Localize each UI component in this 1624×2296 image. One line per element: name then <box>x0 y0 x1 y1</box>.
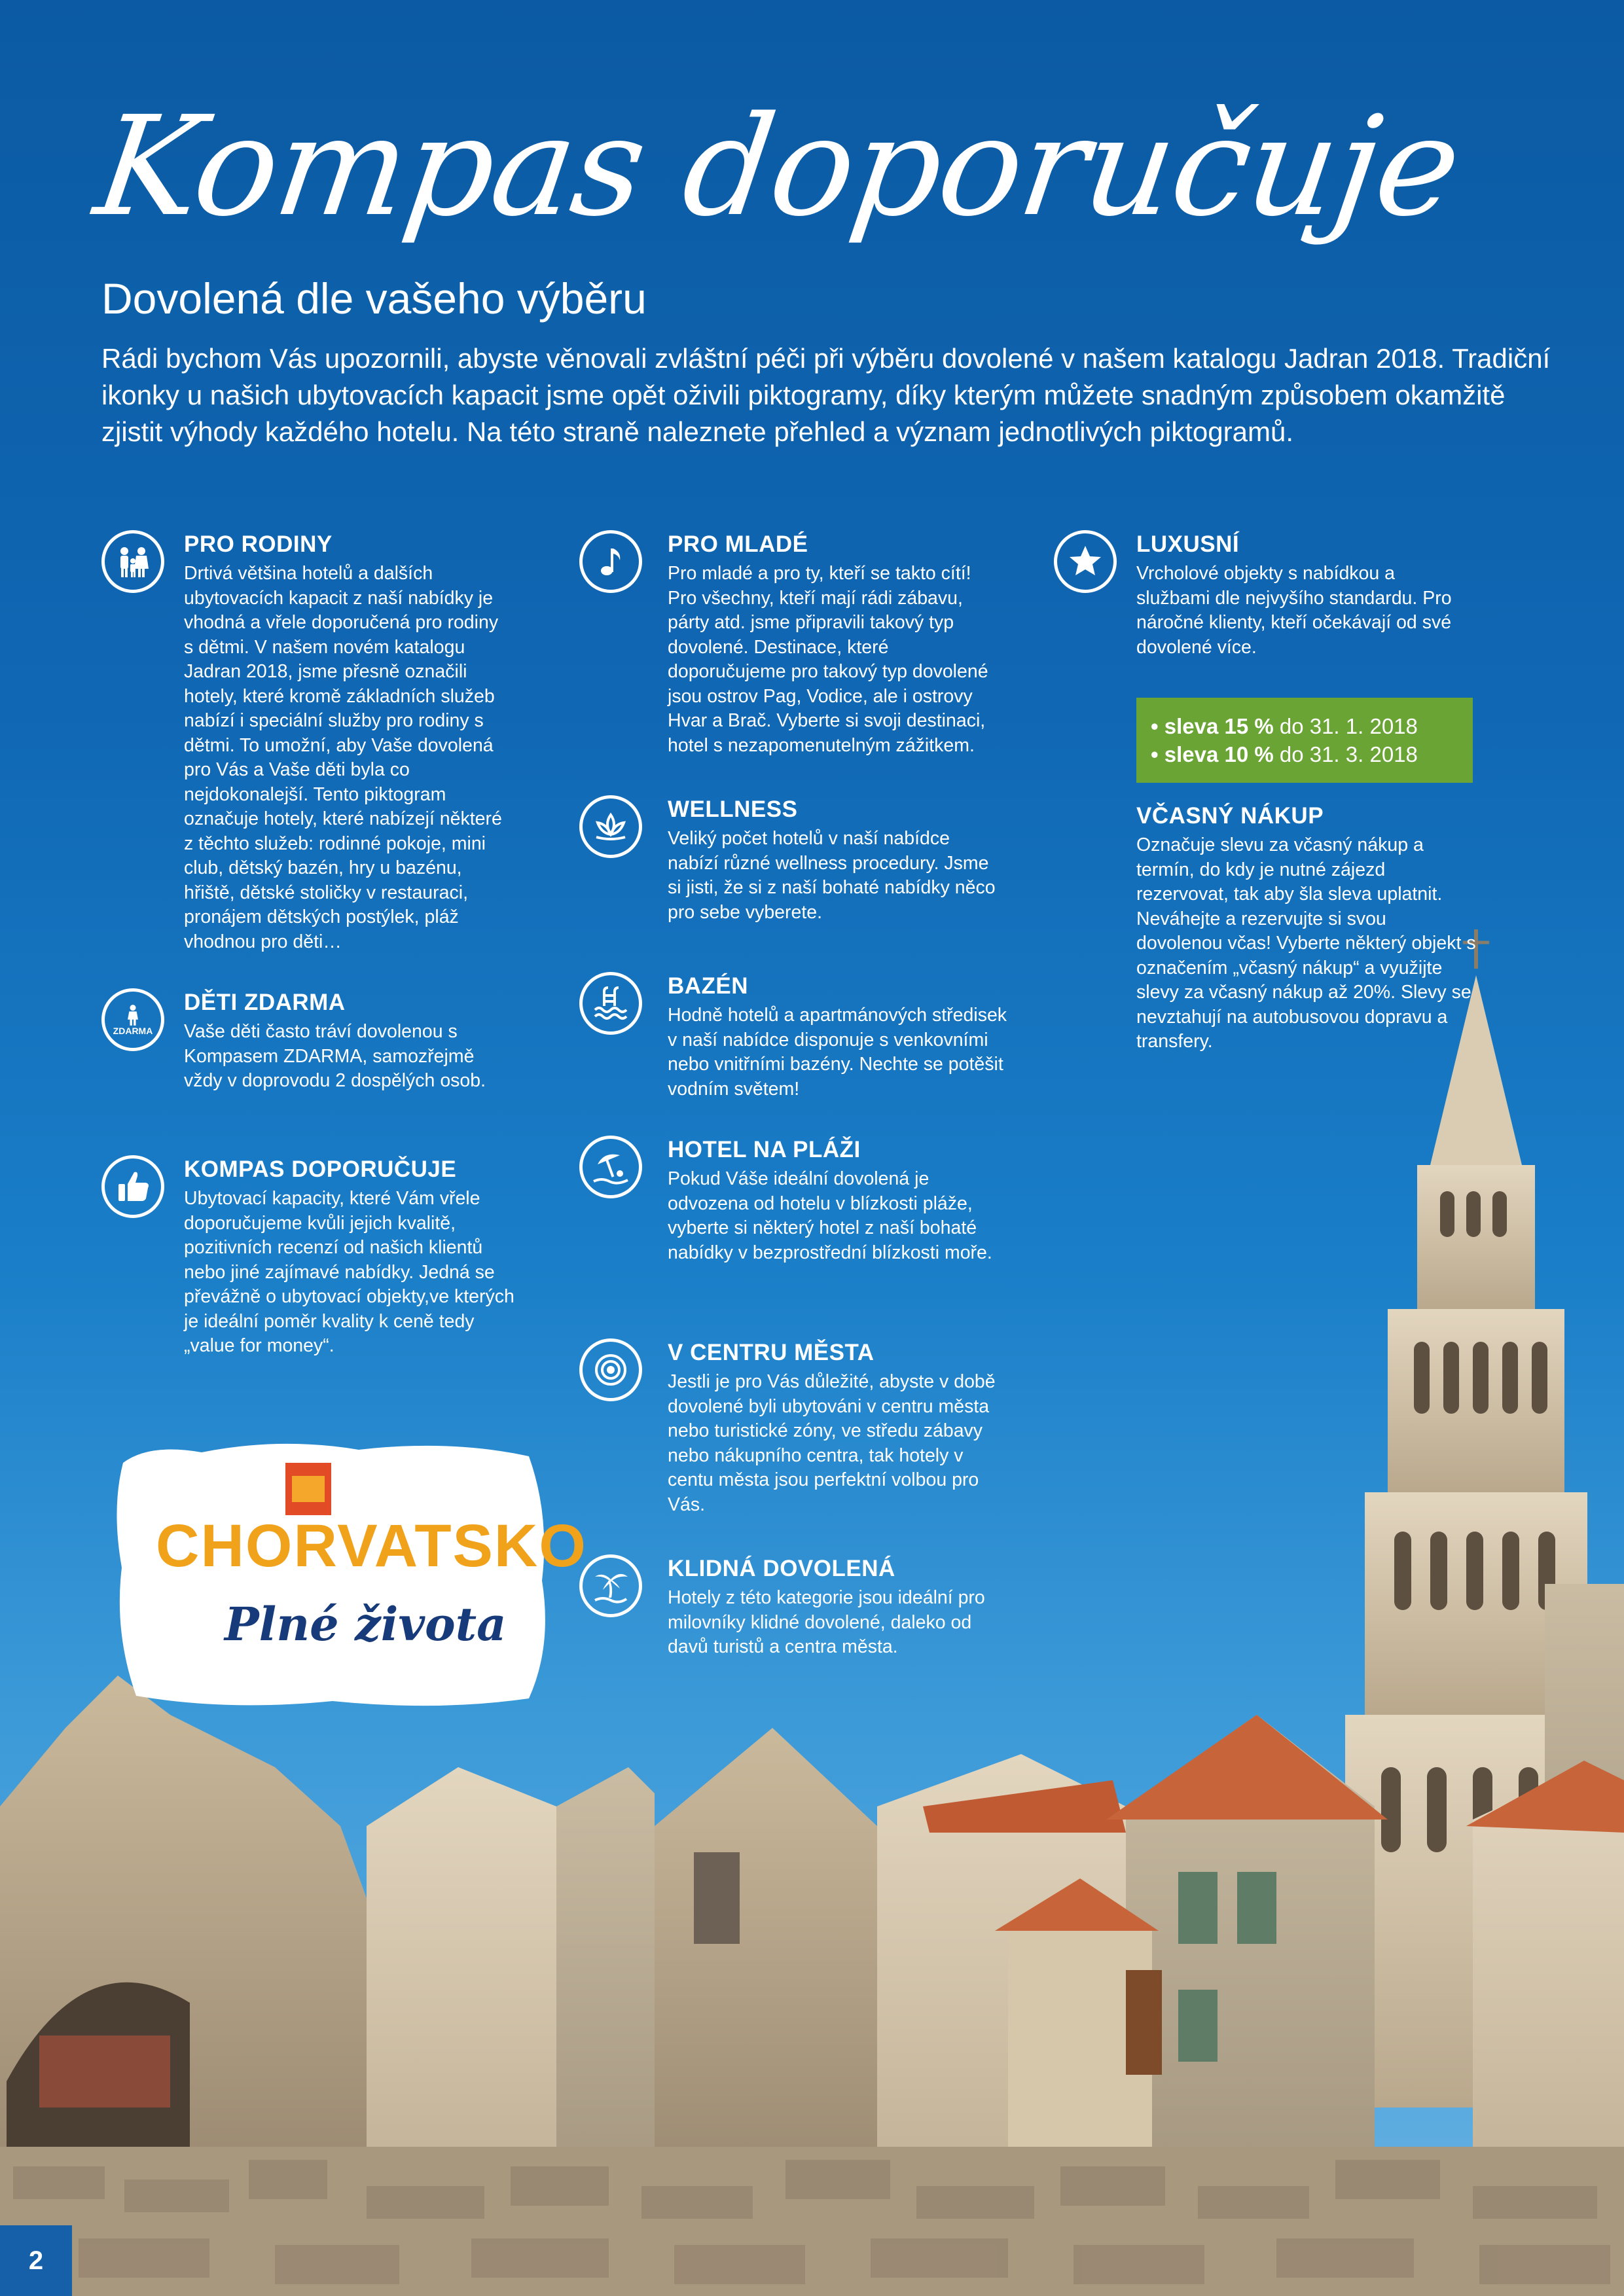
star-icon <box>1054 530 1117 593</box>
pictogram-title: PRO MLADÉ <box>668 531 808 557</box>
music-note-icon <box>579 530 642 593</box>
early-booking-discount-box <box>1136 698 1473 783</box>
discount-line-1: • sleva 15 % do 31. 1. 2018 <box>1151 714 1418 738</box>
page-subtitle: Dovolená dle vašeho výběru <box>101 274 647 323</box>
pictogram-text: Hotely z této kategorie jsou ideální pro milovníky klidné dovolené, daleko od davů turistů a centra města. <box>668 1587 985 1657</box>
child-free-icon <box>101 988 164 1051</box>
pictogram-text: Pro mladé a pro ty, kteří se takto cítí! Pro všechny, kteří mají rádi zábavu, párty atd. jsme připravili takový typ dovolené. Destinace, které doporučujeme pro takový typ dovolené jsou ostrov Pag, Vodice, ale i ostrovy Hvar a Brač. Vyberte si svoji destinaci, hotel s nezapomenutelným zážitkem. <box>668 563 988 756</box>
family-icon <box>101 530 164 593</box>
logo-tagline: Plné života <box>225 1597 507 1651</box>
intro-paragraph: Rádi bychom Vás upozornili, abyste věnovali zvláštní péči při výběru dovolené v našem katalogu Jadran 2018. Tradiční ikonky u našich ubytovacích kapacit jsme opět oživili piktogramy, díky kterým můžete snadným způsobem okamžitě zjistit výhody každého hotelu. Na této straně naleznete přehled a význam jednotlivých piktogramů. <box>101 343 1551 447</box>
pictogram-title: DĚTI ZDARMA <box>184 990 346 1015</box>
pictogram-title: HOTEL NA PLÁŽI <box>668 1137 861 1162</box>
pictogram-text: Pokud Váše ideální dovolená je odvozena od hotelu v blízkosti pláže, vyberte si některý hotel z naší bohaté nabídky v bezprostřední blízkosti moře. <box>668 1168 992 1263</box>
pictogram-title: PRO RODINY <box>184 531 333 557</box>
page-number: 2 <box>0 2225 72 2296</box>
palm-tree-icon <box>579 1554 642 1617</box>
pictogram-title: KOMPAS DOPORUČUJE <box>184 1157 457 1182</box>
pictogram-title: WELLNESS <box>668 797 798 822</box>
logo-wordmark: CHORVATSKO <box>156 1513 587 1579</box>
discount-line-2: • sleva 10 % do 31. 3. 2018 <box>1151 742 1418 766</box>
thumbs-up-icon <box>101 1155 164 1218</box>
pictogram-text: Ubytovací kapacity, které Vám vřele doporučujeme kvůli jejich kvalitě, pozitivních recenzí od našich klientů nebo jiné zajímavé nabídky. Jedná se převážně o ubytovací objekty,ve kterých je ideální poměr kvality k ceně tedy „value for money“. <box>184 1188 514 1356</box>
pictogram-text: Veliký počet hotelů v naší nabídce nabízí různé wellness procedury. Jsme si jisti, že si z naší bohaté nabídky něco pro sebe vyberete. <box>668 828 996 923</box>
pictogram-text: Označuje slevu za včasný nákup a termín, do kdy je nutné zájezd rezervovat, tak aby šla sleva uplatnit. Neváhejte a rezervujte si svou dovolenou včas! Vyberte některý objekt s označením „včasný nákup“ a využijte slevy za včasný nákup až 20%. Slevy se nevztahují na autobusovou dopravu a transfery. <box>1136 834 1476 1052</box>
beach-umbrella-icon <box>579 1136 642 1198</box>
pictogram-text: Jestli je pro Vás důležité, abyste v době dovolené byli ubytováni v centru města nebo turistické zóny, ve středu zábavy nebo nákupního centra, tak hotely v centu města jsou perfektní volbou pro Vás. <box>668 1371 996 1515</box>
pictogram-title: KLIDNÁ DOVOLENÁ <box>668 1556 895 1581</box>
pictogram-text: Vaše děti často tráví dovolenou s Kompasem ZDARMA, samozřejmě vždy v doprovodu 2 dospělých osob. <box>184 1021 486 1091</box>
zdarma-label: ZDARMA <box>113 1026 153 1036</box>
target-icon <box>579 1338 642 1401</box>
pictogram-text: Hodně hotelů a apartmánových středisek v naší nabídce disponuje s venkovními nebo vnitřními bazény. Nechte se potěšit vodním světem! <box>668 1005 1007 1100</box>
pictogram-title: V CENTRU MĚSTA <box>668 1340 875 1365</box>
pictogram-text: Drtivá většina hotelů a dalších ubytovacích kapacit z naší nabídky je vhodná a vřele doporučená pro rodiny s dětmi. V našem novém katalogu Jadran 2018, jsme přesně označili hotely, které kromě základních služeb nabízí i speciální služby pro rodiny s dětmi. To umožní, aby Vaše dovolená pro Vás a Vaše děti byla co nejdokonalejší. Tento piktogram označuje hotely, které nabízejí některé z těchto služeb: rodinné pokoje, mini club, dětský bazén, hry u bazénu, hřiště, dětské stoličky v restauraci, pronájem dětských postýlek, pláž vhodnou pro děti… <box>184 563 502 952</box>
pool-icon <box>579 972 642 1035</box>
pictogram-title: VČASNÝ NÁKUP <box>1136 803 1324 829</box>
page-title: Kompas doporučuje <box>86 86 1469 247</box>
pictogram-title: LUXUSNÍ <box>1136 531 1240 557</box>
pictogram-title: BAZÉN <box>668 973 749 999</box>
pictogram-text: Vrcholové objekty s nabídkou a službami dle nejvyšího standardu. Pro náročné klienty, kteří očekávají od své dovolené více. <box>1136 563 1452 658</box>
croatia-tourism-logo <box>110 1437 587 1712</box>
lotus-icon <box>579 795 642 858</box>
